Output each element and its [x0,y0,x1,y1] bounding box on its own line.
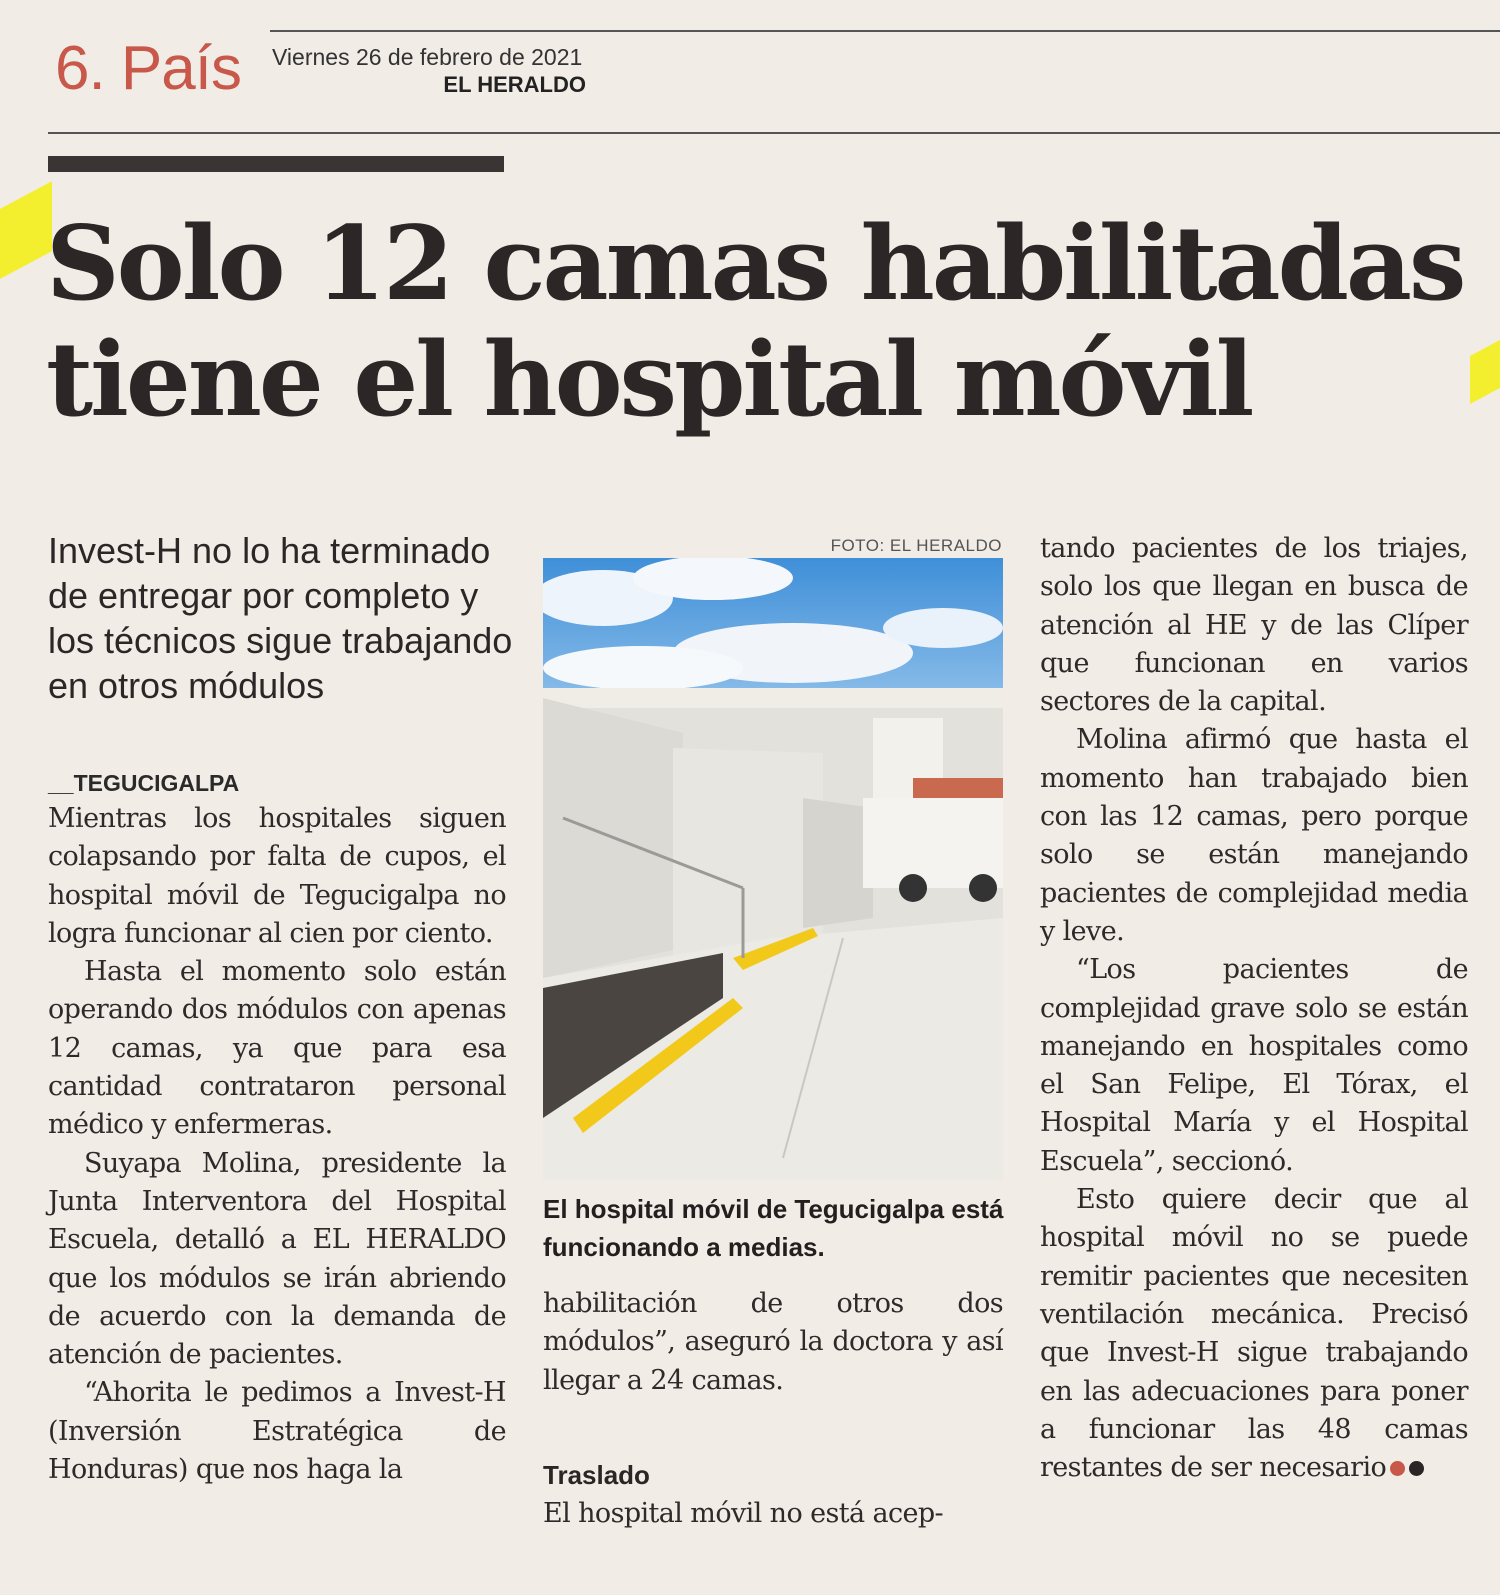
dateline: __TEGUCIGALPA [48,770,240,796]
issue-date: Viernes 26 de febrero de 2021 [272,44,583,70]
column-3 [1040,530,1468,1487]
paragraph: Molina afirmó que hasta el momento han trabajado bien con las 12 camas, pero porque solo se están manejando pacientes de complejidad media y leve. [1040,724,1468,947]
paragraph: habilitación de otros dos módulos”, aseguró la doctora y así llegar a 24 camas. [543,1288,1003,1396]
paragraph: tando pacientes de los triajes, solo los que llegan en busca de atención al HE y de las Clíper que funcionan en varios sectores de la capital. [1040,533,1468,718]
column-2-continued [543,1495,1003,1533]
photo-credit: FOTO: EL HERALDO [830,536,1002,555]
end-dot-icon [1409,1461,1424,1476]
header-rule [48,132,1500,134]
highlighter-mark-left [0,181,52,279]
newspaper-name: EL HERALDO [443,72,586,97]
section-label: 6. País [55,34,241,103]
paragraph: El hospital móvil no está acep- [543,1498,944,1529]
headline-bar [48,156,504,172]
top-rule [270,30,1500,32]
paragraph: “Ahorita le pedimos a Invest-H (Inversión Estratégica de Honduras) que nos haga la [48,1377,506,1486]
paragraph: Esto quiere decir que al hospital móvil no se puede remitir pacientes que necesiten ventilación mecánica. Precisó que Invest-H sigue trabajando en las adecuaciones para poner a funcionar las 48 camas restantes de ser necesario [1040,1184,1468,1484]
deck: Invest-H no lo ha terminado de entregar por completo y los técnicos sigue trabajando en otros módulos [48,530,513,706]
hospital-photo [543,558,1003,1180]
photo-caption: El hospital móvil de Tegucigalpa está funcionando a medias. [543,1194,1004,1262]
column-2 [543,1285,1003,1400]
subhead: Traslado [543,1460,650,1490]
column-1 [48,800,506,1489]
paragraph: Hasta el momento solo están operando dos módulos con apenas 12 camas, ya que para esa cantidad contrataron personal médico y enfermeras. [48,956,506,1141]
highlighter-mark-right [1470,340,1500,404]
headline-line-1: Solo 12 camas habilitadas [46,204,1464,324]
paragraph: Suyapa Molina, presidente la Junta Interventora del Hospital Escuela, detalló a EL HERALDO que los módulos se irán abriendo de acuerdo con la demanda de atención de pacientes. [48,1147,506,1371]
paragraph: “Los pacientes de complejidad grave solo se están manejando en hospitales como el San Felipe, El Tórax, el Hospital María y el Hospital Escuela”, seccionó. [1040,954,1468,1177]
end-dot-icon [1390,1461,1405,1476]
headline-line-2: tiene el hospital móvil [46,320,1252,440]
headline [46,206,1466,438]
paragraph: Mientras los hospitales siguen colapsando por falta de cupos, el hospital móvil de Tegucigalpa no logra funcionar al cien por ciento. [48,803,506,949]
